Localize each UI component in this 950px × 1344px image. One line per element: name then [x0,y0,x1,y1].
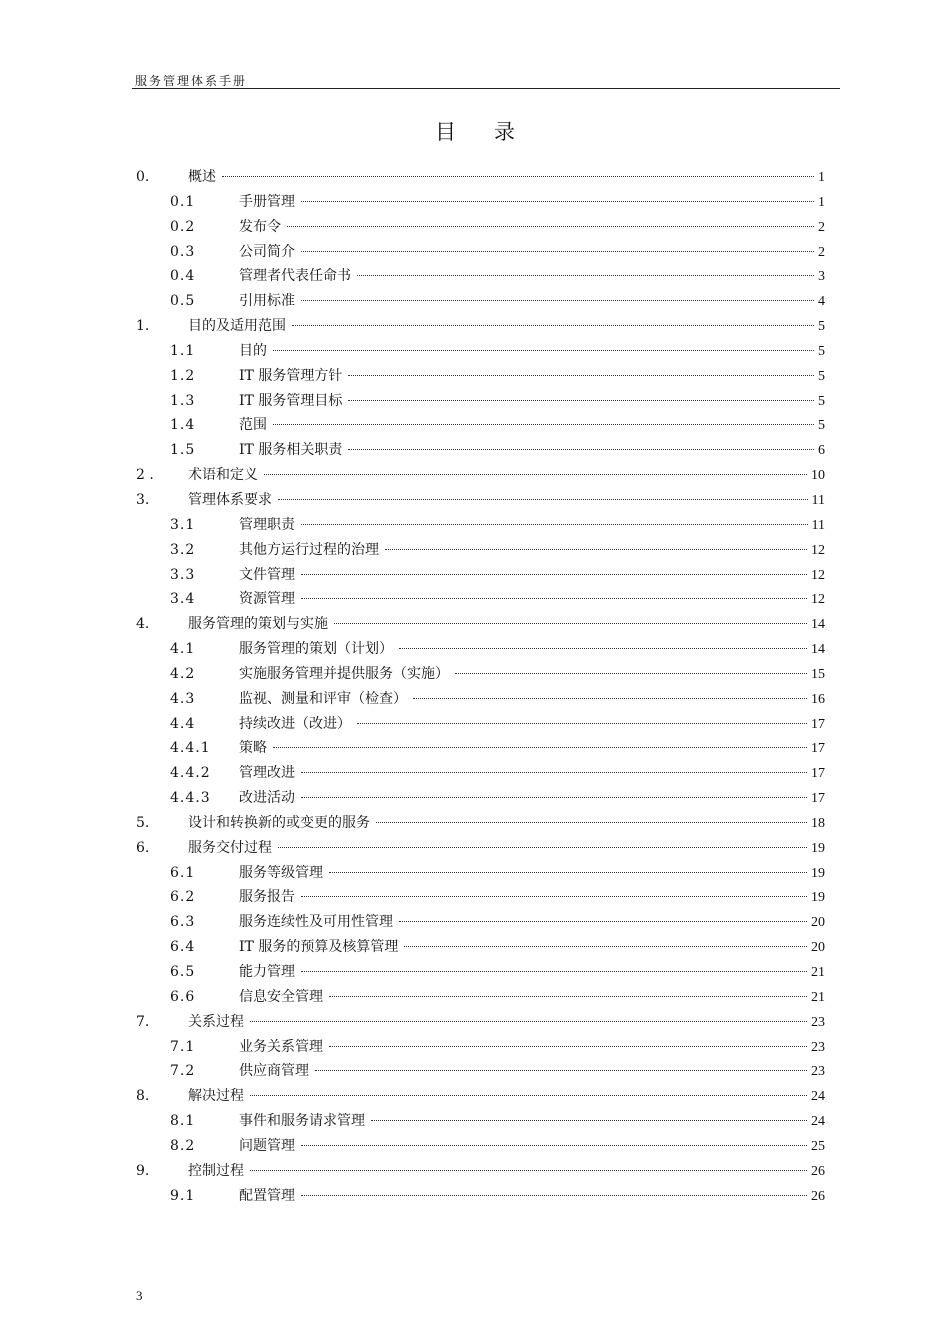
toc-entry-title: 事件和服务请求管理 [239,1113,365,1130]
toc-entry-number: 0. [136,169,150,185]
toc-entry[interactable] [0,1134,950,1159]
toc-entry-title: 服务报告 [239,889,295,906]
toc-entry-page: 4 [818,294,825,310]
toc-entry[interactable] [0,240,950,265]
toc-entry-title: 持续改进（改进） [239,715,351,732]
toc-entry-page: 19 [811,890,825,906]
toc-entry-number: 8.2 [170,1137,196,1154]
toc-entry-title: IT 服务的预算及核算管理 [239,939,399,956]
toc-entry-title: 公司简介 [239,243,295,260]
toc-entry-number: 1.3 [170,392,196,409]
toc-entry-number: 3.2 [170,541,196,558]
toc-entry-line [239,687,825,713]
toc-entry-line [239,736,825,762]
toc-entry-line [239,289,825,315]
toc-entry-line [239,513,825,539]
toc-entry-line [188,1084,825,1110]
toc-entry-title: 引用标准 [239,293,295,310]
toc-entry-page: 17 [811,741,825,757]
toc-dot-leader [278,498,808,500]
toc-entry-page: 18 [811,815,825,831]
toc-entry-title: 范围 [239,417,267,434]
toc-entry-number: 6.1 [170,864,196,881]
toc-entry-title: 控制过程 [188,1162,244,1179]
toc-entry-line [239,985,825,1011]
toc-entry-line [239,786,825,812]
toc-entry[interactable] [0,463,950,488]
toc-entry[interactable] [0,662,950,687]
toc-entry-page: 17 [811,716,825,732]
toc-dot-leader [399,920,807,922]
toc-dot-leader [301,895,807,897]
toc-entry-line [239,662,825,688]
toc-entry[interactable] [0,364,950,389]
toc-entry-line [239,1134,825,1160]
toc-entry-line [239,190,825,216]
toc-entry-title: 其他方运行过程的治理 [239,541,379,558]
toc-entry[interactable] [0,339,950,364]
toc-entry-page: 14 [811,642,825,658]
toc-title-char-2: 录 [494,120,515,144]
toc-entry-number: 6.6 [170,988,196,1005]
toc-entry-title: 服务管理的策划与实施 [188,616,328,633]
toc-entry-line [239,910,825,936]
toc-entry-line [239,761,825,787]
toc-entry-line [239,1059,825,1085]
toc-entry[interactable] [0,761,950,786]
running-header: 服务管理体系手册 [135,74,248,88]
toc-dot-leader [371,1119,807,1121]
toc-dot-leader [329,1045,807,1047]
toc-entry[interactable] [0,165,950,190]
toc-entry[interactable] [0,314,950,339]
toc-entry-title: IT 服务相关职责 [239,442,343,459]
toc-entry[interactable] [0,190,950,215]
toc-entry-page: 3 [818,269,825,285]
toc-entry-page: 12 [811,567,825,583]
toc-entry-line [188,488,825,514]
toc-entry-page: 17 [811,766,825,782]
toc-entry-number: 6.2 [170,889,196,906]
toc-entry-number: 0.1 [170,193,196,210]
toc-entry-number: 1.1 [170,342,196,359]
toc-entry[interactable] [0,811,950,836]
toc-entry-title: 解决过程 [188,1088,244,1105]
toc-entry[interactable] [0,289,950,314]
toc-entry-page: 26 [811,1188,825,1204]
toc-dot-leader [301,523,808,525]
toc-entry-line [239,438,825,464]
toc-entry-line [239,538,825,564]
toc-dot-leader [301,970,807,972]
toc-entry-page: 21 [811,965,825,980]
toc-entry-number: 4.3 [170,690,196,707]
toc-entry[interactable] [0,836,950,861]
table-of-contents [0,165,950,1208]
toc-entry-line [239,413,825,439]
toc-dot-leader [250,1169,807,1171]
toc-entry-title: 发布令 [239,218,281,235]
toc-entry-line [239,215,825,241]
toc-entry-page: 5 [818,418,825,434]
toc-entry[interactable] [0,1035,950,1060]
toc-entry-line [188,612,825,638]
toc-entry-number: 1.5 [170,442,196,459]
toc-entry-number: 1.4 [170,417,196,434]
toc-entry-page: 12 [811,592,825,608]
toc-entry-title: 问题管理 [239,1137,295,1154]
toc-entry[interactable] [0,389,950,414]
toc-entry[interactable] [0,885,950,910]
toc-entry-page: 16 [811,691,825,707]
toc-entry-number: 7.1 [170,1038,196,1055]
toc-entry-number: 0.2 [170,218,196,235]
toc-entry[interactable] [0,488,950,513]
toc-entry-title: 关系过程 [188,1013,244,1030]
toc-entry-line [239,563,825,589]
toc-dot-leader [385,548,807,550]
toc-entry-title: 设计和转换新的或变更的服务 [188,814,370,831]
toc-entry-page: 11 [811,517,825,533]
toc-entry[interactable] [0,736,950,761]
toc-entry-page: 5 [818,393,825,409]
toc-entry[interactable] [0,985,950,1010]
toc-entry[interactable] [0,1159,950,1184]
toc-entry[interactable] [0,1109,950,1134]
toc-dot-leader [301,597,807,599]
toc-entry-title: 目的 [239,342,267,359]
toc-dot-leader [329,871,807,873]
toc-entry-title: 管理体系要求 [188,491,272,508]
toc-dot-leader [273,423,814,425]
toc-entry-number: 6.3 [170,914,196,931]
toc-entry-number: 5. [136,814,150,831]
toc-dot-leader [264,473,807,475]
toc-entry-number: 3.1 [170,516,196,533]
toc-dot-leader [287,225,814,227]
toc-entry-title: 供应商管理 [239,1063,309,1080]
toc-entry-number: 9.1 [170,1187,196,1204]
toc-entry-number: 4.2 [170,665,196,682]
toc-entry-number: 1. [136,318,150,335]
toc-entry-title: 管理职责 [239,516,295,533]
toc-dot-leader [413,697,807,699]
toc-entry[interactable] [0,563,950,588]
toc-entry[interactable] [0,264,950,289]
toc-entry-title: 手册管理 [239,193,295,210]
toc-entry-title: 管理改进 [239,765,295,782]
toc-dot-leader [455,672,807,674]
toc-title [0,116,950,146]
toc-entry-line [239,264,825,290]
toc-dot-leader [250,1020,807,1022]
toc-dot-leader [301,573,807,575]
toc-entry-title: 策略 [239,740,267,757]
toc-entry-title: 术语和定义 [188,467,258,484]
toc-entry-page: 26 [811,1163,825,1179]
toc-entry[interactable] [0,637,950,662]
toc-entry[interactable] [0,215,950,240]
toc-entry-title: IT 服务管理方针 [239,367,343,384]
toc-entry-title: 配置管理 [239,1187,295,1204]
toc-entry-title: IT 服务管理目标 [239,392,343,409]
toc-entry-title: 业务关系管理 [239,1038,323,1055]
toc-entry[interactable] [0,513,950,538]
toc-entry-line [239,389,825,415]
toc-entry-line [188,165,825,191]
toc-dot-leader [348,448,814,450]
toc-entry-page: 2 [818,219,825,235]
toc-entry[interactable] [0,960,950,985]
toc-entry-page: 23 [811,1064,825,1080]
toc-entry-line [239,712,825,738]
toc-entry[interactable] [0,687,950,712]
toc-entry[interactable] [0,538,950,563]
toc-entry-page: 5 [818,368,825,384]
toc-dot-leader [301,299,814,301]
toc-entry[interactable] [0,1084,950,1109]
toc-dot-leader [348,399,814,401]
toc-dot-leader [404,945,807,947]
toc-entry-number: 4.4 [170,715,196,732]
toc-entry-number: 7. [136,1013,150,1030]
toc-entry-number: 0.3 [170,243,196,260]
toc-entry-title: 资源管理 [239,591,295,608]
toc-entry-number: 0.5 [170,293,196,310]
toc-entry-line [239,364,825,390]
toc-entry-page: 12 [811,542,825,558]
toc-entry-page: 24 [811,1114,825,1130]
toc-entry[interactable] [0,786,950,811]
toc-entry-page: 19 [811,840,825,856]
toc-entry-page: 23 [811,1014,825,1030]
toc-dot-leader [334,622,807,624]
toc-entry-number: 7.2 [170,1063,196,1080]
toc-entry-title: 服务管理的策划（计划） [239,641,393,658]
toc-entry-page: 6 [818,443,825,459]
page-number: 3 [136,1288,143,1303]
toc-dot-leader [301,250,814,252]
toc-entry[interactable] [0,910,950,935]
toc-entry-line [188,1010,825,1036]
toc-entry-line [188,811,825,837]
toc-dot-leader [399,647,807,649]
toc-entry-number: 3.3 [170,566,196,583]
toc-entry-line [239,339,825,365]
toc-entry-number: 4.4.3 [170,790,211,807]
toc-entry-title: 服务等级管理 [239,864,323,881]
toc-entry-number: 4.4.2 [170,765,211,782]
toc-entry-page: 11 [811,492,825,508]
toc-entry[interactable] [0,1010,950,1035]
toc-entry-title: 监视、测量和评审（检查） [239,690,407,707]
toc-entry-line [188,314,825,340]
toc-entry-line [239,587,825,613]
toc-entry-number: 6. [136,839,150,856]
toc-dot-leader [301,796,807,798]
toc-entry-title: 服务连续性及可用性管理 [239,914,393,931]
toc-entry-page: 5 [818,343,825,359]
toc-entry-page: 2 [818,244,825,260]
toc-entry-number: 4.4.1 [170,740,211,757]
toc-entry-page: 14 [811,617,825,633]
toc-title-char-1: 目 [435,120,456,144]
toc-entry-page: 24 [811,1089,825,1105]
toc-dot-leader [278,846,807,848]
toc-entry-line [239,637,825,663]
toc-entry-number: 3. [136,491,150,508]
toc-entry-page: 1 [818,170,825,185]
toc-entry-line [239,885,825,911]
toc-dot-leader [315,1069,807,1071]
toc-entry-page: 25 [811,1138,825,1154]
toc-entry-line [239,861,825,887]
toc-entry-line [188,836,825,862]
toc-dot-leader [357,722,807,724]
toc-entry-title: 服务交付过程 [188,839,272,856]
toc-entry-number: 4.1 [170,641,196,658]
toc-dot-leader [348,374,814,376]
toc-entry-line [239,935,825,961]
toc-entry-title: 文件管理 [239,566,295,583]
toc-entry[interactable] [0,612,950,637]
toc-entry-number: 0.4 [170,268,196,285]
toc-entry-page: 21 [811,989,825,1005]
toc-dot-leader [357,274,814,276]
toc-entry[interactable] [0,861,950,886]
toc-entry-number: 8.1 [170,1113,196,1130]
toc-entry-page: 20 [811,915,825,931]
toc-entry-page: 15 [811,666,825,682]
toc-entry-line [188,1159,825,1185]
toc-entry-page: 1 [818,194,825,210]
toc-entry[interactable] [0,1184,950,1209]
toc-dot-leader [250,1094,807,1096]
toc-dot-leader [329,995,807,997]
toc-dot-leader [301,1194,807,1196]
toc-entry-number: 4. [136,616,150,633]
toc-entry-page: 20 [811,940,825,956]
toc-entry[interactable] [0,587,950,612]
toc-dot-leader [301,771,807,773]
toc-entry-line [188,463,825,489]
toc-entry-title: 改进活动 [239,790,295,807]
toc-entry-title: 实施服务管理并提供服务（实施） [239,665,449,682]
toc-entry-title: 管理者代表任命书 [239,268,351,285]
toc-entry-line [239,1035,825,1061]
toc-entry-number: 3.4 [170,591,196,608]
toc-entry-line [239,960,825,986]
toc-entry-number: 6.5 [170,964,196,980]
toc-dot-leader [292,324,814,326]
toc-entry-line [239,1109,825,1135]
toc-dot-leader [273,746,807,748]
toc-entry-title: 信息安全管理 [239,988,323,1005]
toc-entry-title: 目的及适用范围 [188,318,286,335]
toc-entry[interactable] [0,438,950,463]
toc-dot-leader [301,1144,807,1146]
toc-entry-number: 2 . [136,467,154,484]
toc-dot-leader [301,200,814,202]
toc-entry-page: 10 [811,468,825,484]
toc-entry-line [239,240,825,266]
toc-entry-number: 1.2 [170,367,196,384]
toc-entry-page: 17 [811,791,825,807]
toc-entry[interactable] [0,413,950,438]
toc-entry[interactable] [0,1059,950,1084]
toc-entry-number: 6.4 [170,939,196,956]
header-rule [132,88,840,89]
toc-entry-page: 19 [811,865,825,881]
toc-entry-number: 8. [136,1088,150,1105]
toc-dot-leader [222,175,814,177]
toc-dot-leader [273,349,814,351]
toc-entry-title: 概述 [188,169,216,185]
toc-entry-number: 9. [136,1162,150,1179]
toc-entry[interactable] [0,712,950,737]
toc-entry-page: 5 [818,319,825,335]
toc-entry-page: 23 [811,1039,825,1055]
toc-entry-title: 能力管理 [239,964,295,980]
toc-entry-line [239,1184,825,1210]
toc-dot-leader [376,821,807,823]
toc-entry[interactable] [0,935,950,960]
